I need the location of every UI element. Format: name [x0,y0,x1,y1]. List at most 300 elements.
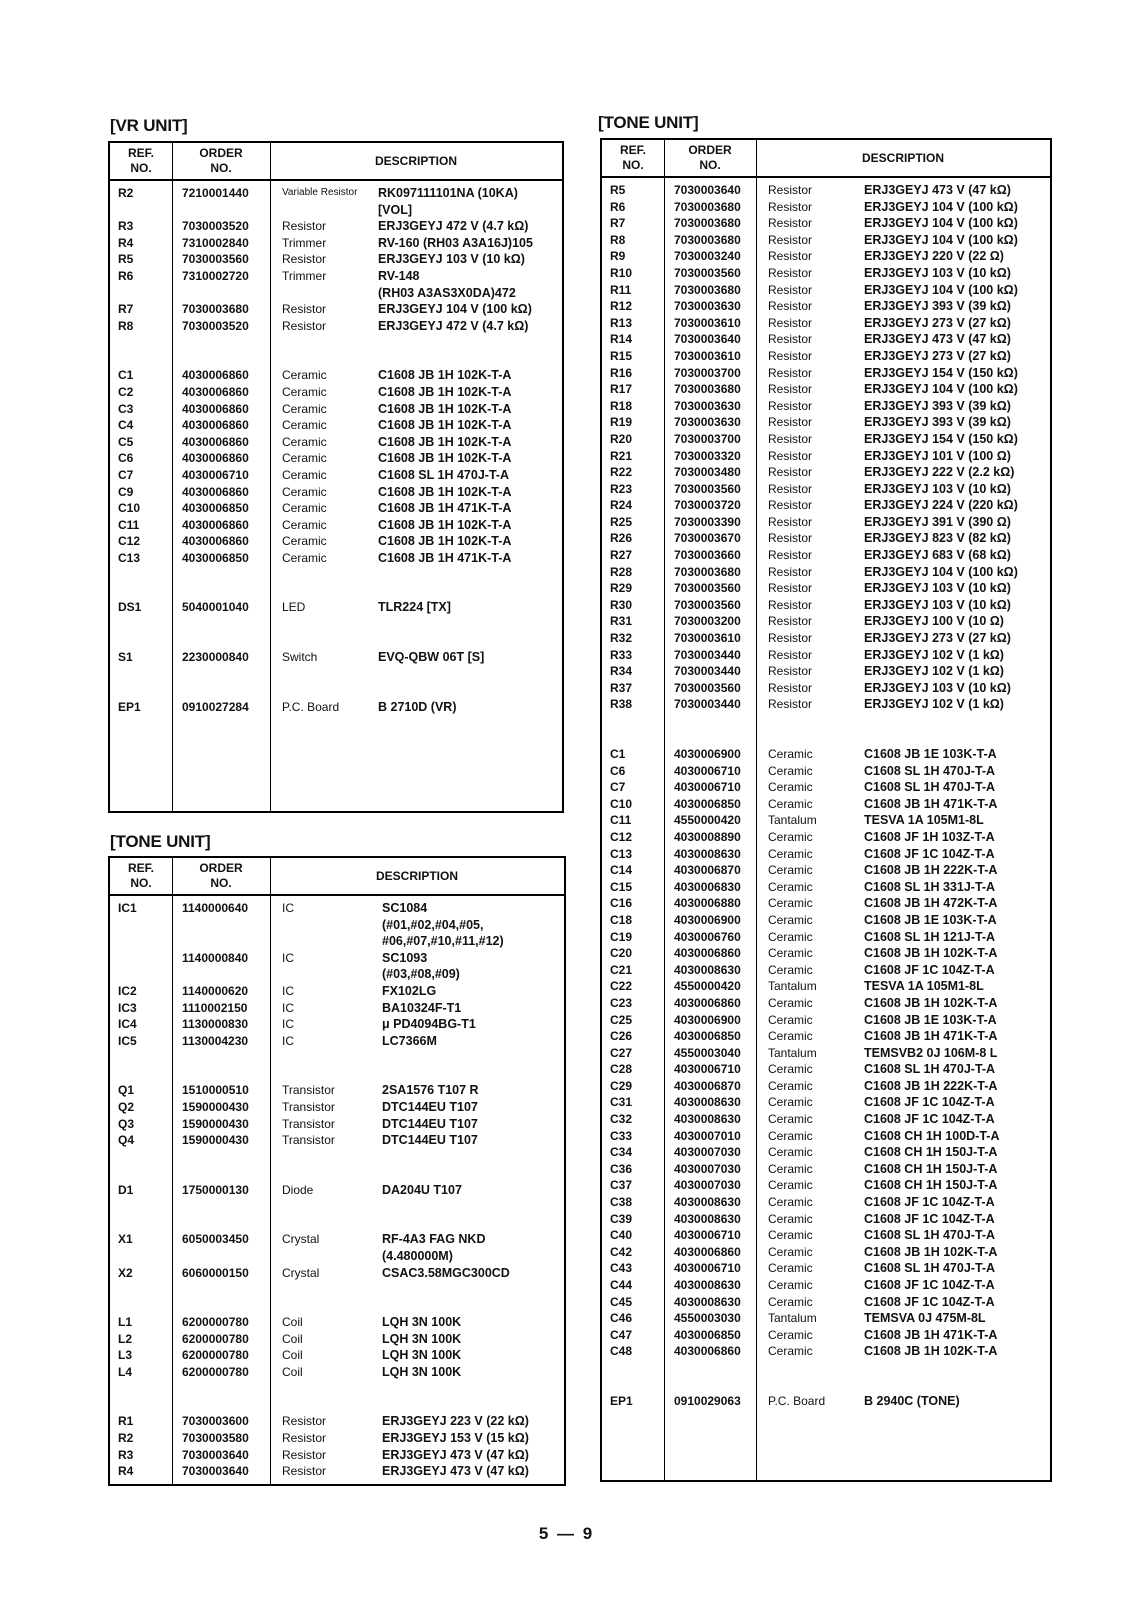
order-no-cell: 7030003720 [674,498,741,513]
part-type-cell: Ceramic [282,451,327,466]
description-cell: C1608 SL 1H 470J-T-A [378,467,510,482]
part-type-cell: Trimmer [282,235,327,250]
table-row [602,1061,1050,1078]
part-type-cell: Resistor [768,232,813,247]
table-row [602,929,1050,946]
part-type-cell: Ceramic [768,1344,813,1359]
ref-no-cell: Q3 [118,1116,135,1131]
table-header [110,858,564,896]
description-cell: C1608 CH 1H 100D-T-A [864,1128,1000,1143]
part-type-cell: Ceramic [768,846,813,861]
header-order-line1: ORDER [199,861,243,875]
description-header [270,143,562,179]
ref-no-cell: R2 [118,186,134,200]
ref-no-cell: C22 [610,979,633,994]
ref-no-cell: Q2 [118,1099,135,1114]
table-row [602,1211,1050,1228]
ref-no-cell: C33 [610,1128,633,1143]
ref-no-cell: C39 [610,1211,633,1226]
description-cell: C1608 SL 1H 470J-T-A [864,1261,996,1276]
ref-no-cell: R19 [610,415,633,430]
table-row [602,978,1050,995]
table-row [110,318,562,335]
ref-no-cell: C7 [118,467,134,482]
table-row [602,829,1050,846]
order-no-cell: 7030003680 [182,302,249,317]
description-cell: (#03,#08,#09) [382,967,460,982]
part-type-cell: Ceramic [282,484,327,499]
description-cell: LC7366M [382,1033,437,1048]
description-cell: C1608 JB 1H 102K-T-A [378,451,512,466]
header-order-line1: ORDER [199,146,243,160]
description-cell: ERJ3GEYJ 153 V (15 kΩ) [382,1431,529,1446]
description-cell: C1608 JB 1E 103K-T-A [864,912,997,927]
order-no-cell: 7030003660 [674,548,741,563]
header-description: DESCRIPTION [375,868,458,883]
description-cell: ERJ3GEYJ 473 V (47 kΩ) [382,1464,529,1479]
table-row [602,1327,1050,1344]
description-cell: C1608 JB 1H 102K-T-A [864,946,998,961]
ref-no-cell: C46 [610,1311,633,1326]
part-type-cell: Coil [282,1315,303,1330]
table-row [110,285,562,302]
description-cell: ERJ3GEYJ 472 V (4.7 kΩ) [378,219,529,234]
ref-no-cell: R7 [610,216,626,231]
ref-no-cell: EP1 [118,699,141,714]
part-type-cell: IC [282,1017,294,1032]
description-cell: C1608 JB 1H 102K-T-A [378,517,512,532]
table-row [602,647,1050,664]
order-no-cell: 7030003200 [674,614,741,629]
order-no-cell: 7030003630 [674,299,741,314]
part-type-cell: Resistor [768,448,813,463]
row-spacer [110,566,562,599]
table-row [602,1094,1050,1111]
order-no-header [664,140,756,176]
order-no-cell: 4030006860 [182,517,249,532]
part-type-cell: Diode [282,1182,314,1197]
ref-no-cell: R3 [118,1447,134,1462]
part-type-cell: Resistor [768,581,813,596]
ref-no-cell: C9 [118,484,134,499]
row-spacer [110,666,562,699]
table-row [110,235,562,252]
part-type-cell: Ceramic [768,829,813,844]
tone-unit-left-table [108,856,566,1486]
order-no-cell: 7310002840 [182,235,249,250]
order-no-cell: 4030008630 [674,1095,741,1110]
order-no-cell: 4030006850 [674,1029,741,1044]
part-type-cell: Resistor [768,365,813,380]
order-no-cell: 7030003560 [674,680,741,695]
order-no-cell: 7030003560 [674,597,741,612]
ref-no-cell: C11 [118,517,140,532]
table-row [110,550,562,567]
ref-no-cell: R31 [610,614,633,629]
order-no-cell: 4030006900 [674,1012,741,1027]
row-spacer [110,1198,564,1231]
ref-no-cell: R18 [610,398,633,413]
part-type-cell: Tantalum [768,813,817,828]
part-type-cell: Resistor [282,1464,327,1479]
part-type-cell: Resistor [768,631,813,646]
part-type-cell: Crystal [282,1265,320,1280]
description-cell: C1608 JB 1E 103K-T-A [864,1012,997,1027]
ref-no-cell: C26 [610,1029,633,1044]
table-row [110,533,562,550]
ref-no-cell: R16 [610,365,633,380]
part-type-cell: Switch [282,650,318,665]
table-row [110,367,562,384]
description-cell: TESVA 1A 105M1-8L [864,813,984,828]
order-no-cell: 6200000780 [182,1315,249,1330]
order-no-cell: 4030006710 [674,1228,741,1243]
row-spacer [602,1360,1050,1393]
table-row [602,962,1050,979]
ref-no-cell: C29 [610,1078,633,1093]
part-type-cell: Resistor [282,219,327,234]
description-cell: ERJ3GEYJ 103 V (10 kΩ) [864,680,1011,695]
order-no-cell: 7030003680 [674,382,741,397]
order-no-cell: 4030006880 [674,896,741,911]
table-row [602,1161,1050,1178]
table-row [602,1111,1050,1128]
description-cell: 2SA1576 T107 R [382,1083,479,1098]
ref-no-cell: C15 [610,879,633,894]
ref-no-cell: C14 [610,863,633,878]
order-no-cell: 7030003520 [182,318,249,333]
description-cell: ERJ3GEYJ 273 V (27 kΩ) [864,315,1011,330]
description-cell: ERJ3GEYJ 393 V (39 kΩ) [864,398,1011,413]
table-row [110,1132,564,1149]
ref-no-cell: R5 [610,183,626,197]
part-type-cell: Resistor [282,252,327,267]
description-cell: ERJ3GEYJ 100 V (10 Ω) [864,614,1004,629]
order-no-cell: 7030003560 [674,581,741,596]
row-spacer [110,1149,564,1182]
table-row [110,500,562,517]
table-row [602,1294,1050,1311]
header-order-line2: NO. [699,158,721,172]
table-row [110,1000,564,1017]
table-row [602,1078,1050,1095]
ref-no-cell: Q1 [118,1083,135,1098]
description-cell: ERJ3GEYJ 473 V (47 kΩ) [382,1447,529,1462]
description-cell: DTC144EU T107 [382,1099,478,1114]
order-no-cell: 7030003520 [182,219,249,234]
part-type-cell: Resistor [768,332,813,347]
description-cell: B 2710D (VR) [378,699,457,714]
order-no-cell: 1130004230 [182,1033,249,1048]
order-no-cell: 4030008890 [674,829,741,844]
ref-no-cell: R6 [118,268,134,283]
order-no-cell: 4030008630 [674,1211,741,1226]
table-row [110,1265,564,1282]
description-cell: ERJ3GEYJ 472 V (4.7 kΩ) [378,318,529,333]
order-no-cell: 4030006870 [674,1078,741,1093]
order-no-cell: 4030006710 [674,780,741,795]
row-spacer [110,616,562,649]
order-no-cell: 4030006860 [182,368,249,383]
part-type-cell: Ceramic [768,796,813,811]
order-no-cell: 4030006850 [674,796,741,811]
part-type-cell: P.C. Board [282,699,340,714]
ref-no-cell: C10 [118,501,141,516]
ref-no-cell: C25 [610,1012,633,1027]
part-type-cell: Ceramic [768,1062,813,1077]
description-cell: C1608 JB 1H 102K-T-A [864,1244,998,1259]
table-row [602,779,1050,796]
ref-no-header [110,143,172,179]
table-body [110,185,562,715]
order-no-cell: 4030006830 [674,879,741,894]
part-type-cell: Ceramic [768,1161,813,1176]
order-no-cell: 4030006710 [182,467,249,482]
part-type-cell: Resistor [768,265,813,280]
description-cell: C1608 JB 1H 102K-T-A [378,418,512,433]
table-row [110,1314,564,1331]
ref-no-cell: R26 [610,531,633,546]
description-cell: ERJ3GEYJ 273 V (27 kΩ) [864,631,1011,646]
part-type-cell: Transistor [282,1099,335,1114]
table-row [110,1463,564,1480]
description-cell: ERJ3GEYJ 683 V (68 kΩ) [864,548,1011,563]
part-type-cell: Resistor [768,315,813,330]
description-cell: C1608 JB 1H 471K-T-A [378,501,512,516]
ref-no-cell: C12 [118,534,141,549]
description-cell: ERJ3GEYJ 223 V (22 kΩ) [382,1414,529,1429]
description-cell: C1608 JF 1H 103Z-T-A [864,829,995,844]
order-no-cell: 1140000640 [182,901,249,915]
order-no-cell: 4030006850 [182,550,249,565]
order-no-cell: 7030003440 [674,697,741,712]
part-type-cell: Variable Resistor [282,187,358,198]
ref-no-cell: R4 [118,235,134,250]
ref-no-cell: C42 [610,1244,633,1259]
part-type-cell: Ceramic [768,1178,813,1193]
table-row [602,315,1050,332]
order-no-cell: 1110002150 [182,1000,248,1015]
order-no-cell: 4030006900 [674,912,741,927]
table-row [110,517,562,534]
part-type-cell: Resistor [768,498,813,513]
table-row [602,1144,1050,1161]
part-type-cell: Resistor [768,514,813,529]
part-type-cell: Ceramic [768,1078,813,1093]
part-type-cell: Ceramic [768,1294,813,1309]
ref-no-cell: EP1 [610,1393,633,1408]
ref-no-cell: C28 [610,1062,633,1077]
description-cell: RV-160 (RH03 A3A16J)105 [378,235,533,250]
table-row [602,331,1050,348]
description-cell: C1608 JB 1H 102K-T-A [378,368,512,383]
ref-no-cell: C16 [610,896,633,911]
order-no-cell: 4030006860 [182,434,249,449]
part-type-cell: Ceramic [768,946,813,961]
table-row [602,1194,1050,1211]
part-type-cell: Ceramic [768,1195,813,1210]
order-no-cell: 4550003040 [674,1045,741,1060]
order-no-cell: 1590000430 [182,1116,249,1131]
part-type-cell: Ceramic [282,418,327,433]
description-cell: [VOL] [378,202,413,217]
description-cell: C1608 JB 1E 103K-T-A [864,747,997,761]
part-type-cell: Resistor [768,199,813,214]
part-type-cell: Resistor [768,465,813,480]
part-type-cell: Ceramic [282,517,327,532]
order-no-cell: 1590000430 [182,1099,249,1114]
ref-no-cell: L1 [118,1315,133,1330]
table-row [602,564,1050,581]
header-description: DESCRIPTION [861,150,944,165]
part-type-cell: Trimmer [282,268,327,283]
part-type-cell: Ceramic [768,912,813,927]
description-cell: C1608 JB 1H 471K-T-A [864,796,998,811]
description-cell: EVQ-QBW 06T [S] [378,650,485,665]
table-row [110,202,562,219]
description-cell: ERJ3GEYJ 154 V (150 kΩ) [864,431,1018,446]
order-no-cell: 7030003560 [674,265,741,280]
ref-no-cell: C4 [118,418,134,433]
order-no-cell: 2230000840 [182,650,249,665]
order-no-cell: 4030006860 [674,1344,741,1359]
header-order-line2: NO. [210,161,232,175]
table-row [110,1116,564,1133]
order-no-cell: 6200000780 [182,1331,249,1346]
table-row [602,1045,1050,1062]
order-no-cell: 7030003610 [674,315,741,330]
part-type-cell: Resistor [282,302,327,317]
table-row [110,1182,564,1199]
ref-no-cell: L2 [118,1331,133,1346]
table-row [110,699,562,716]
part-type-cell: Ceramic [768,763,813,778]
table-row [602,696,1050,713]
table-row [602,1012,1050,1029]
description-cell: TESVA 1A 105M1-8L [864,979,984,994]
table-row [110,1347,564,1364]
ref-no-cell: IC4 [118,1017,137,1032]
ref-no-cell: C40 [610,1228,633,1243]
order-no-cell: 4030008630 [674,1278,741,1292]
part-type-cell: IC [282,1000,294,1015]
description-cell: ERJ3GEYJ 220 V (22 Ω) [864,249,1004,264]
part-type-cell: Resistor [768,216,813,231]
ref-no-cell: C7 [610,780,626,795]
part-type-cell: Ceramic [282,501,327,516]
description-cell: C1608 JB 1H 102K-T-A [378,534,512,549]
ref-no-cell: R12 [610,299,633,314]
part-type-cell: Transistor [282,1116,335,1131]
part-type-cell: Resistor [768,183,813,197]
vr-unit-table [108,141,564,813]
ref-no-cell: C20 [610,946,633,961]
table-row [110,268,562,285]
table-row [602,1310,1050,1327]
ref-no-cell: R37 [610,680,633,695]
table-row [110,185,562,202]
description-cell: C1608 JF 1C 104Z-T-A [864,962,995,977]
table-row [602,895,1050,912]
table-row [602,414,1050,431]
order-no-cell: 4030008630 [674,846,741,861]
part-type-cell: Resistor [768,481,813,496]
description-cell: C1608 CH 1H 150J-T-A [864,1178,998,1193]
part-type-cell: Ceramic [768,1145,813,1160]
order-no-cell: 4550003030 [674,1311,741,1326]
ref-no-cell: C32 [610,1112,633,1127]
table-row [602,199,1050,216]
vr-unit-title: [VR UNIT] [110,116,188,135]
order-no-cell: 4030007030 [674,1145,741,1160]
description-cell: C1608 SL 1H 470J-T-A [864,1228,996,1243]
description-cell: B 2940C (TONE) [864,1393,960,1408]
table-row [602,298,1050,315]
row-spacer [110,1049,564,1082]
order-no-cell: 7030003640 [674,183,741,197]
description-cell: ERJ3GEYJ 104 V (100 kΩ) [378,302,532,317]
description-cell: C1608 SL 1H 470J-T-A [864,763,996,778]
table-row [602,265,1050,282]
part-type-cell: Tantalum [768,979,817,994]
tone-unit-right-table [600,138,1052,1482]
order-no-cell: 4550000420 [674,813,741,828]
description-cell: C1608 JB 1H 472K-T-A [864,896,998,911]
order-no-cell: 7030003600 [182,1414,249,1429]
part-type-cell: Ceramic [768,929,813,944]
part-type-cell: Ceramic [768,863,813,878]
table-row [110,417,562,434]
table-row [602,381,1050,398]
ref-no-cell: C31 [610,1095,633,1110]
description-cell: C1608 JF 1C 104Z-T-A [864,1294,995,1309]
description-cell: CSAC3.58MGC300CD [382,1265,510,1280]
part-type-cell: Ceramic [768,1112,813,1127]
table-row [602,796,1050,813]
order-no-cell: 4030006710 [674,1062,741,1077]
ref-no-cell: C37 [610,1178,633,1193]
ref-no-cell: C13 [610,846,633,861]
table-row [110,1016,564,1033]
table-row [110,966,564,983]
table-row [602,613,1050,630]
ref-no-cell: R11 [610,282,632,297]
part-type-cell: Tantalum [768,1311,817,1326]
order-no-cell: 7030003480 [674,465,741,480]
ref-no-cell: R32 [610,631,633,646]
order-no-cell: 4030006900 [674,747,741,761]
order-no-cell: 1130000830 [182,1017,249,1032]
part-type-cell: Transistor [282,1083,335,1098]
description-cell: ERJ3GEYJ 104 V (100 kΩ) [864,382,1018,397]
description-cell: C1608 JF 1C 104Z-T-A [864,1095,995,1110]
row-spacer [602,713,1050,746]
table-row [110,1331,564,1348]
description-cell: C1608 JB 1H 471K-T-A [378,550,512,565]
ref-no-cell: C3 [118,401,134,416]
ref-no-cell: Q4 [118,1133,135,1148]
description-cell: C1608 SL 1H 470J-T-A [864,1062,996,1077]
description-cell: ERJ3GEYJ 393 V (39 kΩ) [864,299,1011,314]
order-no-cell: 7030003560 [674,481,741,496]
order-no-cell: 7030003680 [674,232,741,247]
order-no-cell: 4030006710 [674,763,741,778]
part-type-cell: IC [282,983,294,998]
part-type-cell: Ceramic [768,1029,813,1044]
ref-no-cell: S1 [118,650,133,665]
table-row [110,983,564,1000]
page-number: 5 — 9 [538,1524,595,1543]
